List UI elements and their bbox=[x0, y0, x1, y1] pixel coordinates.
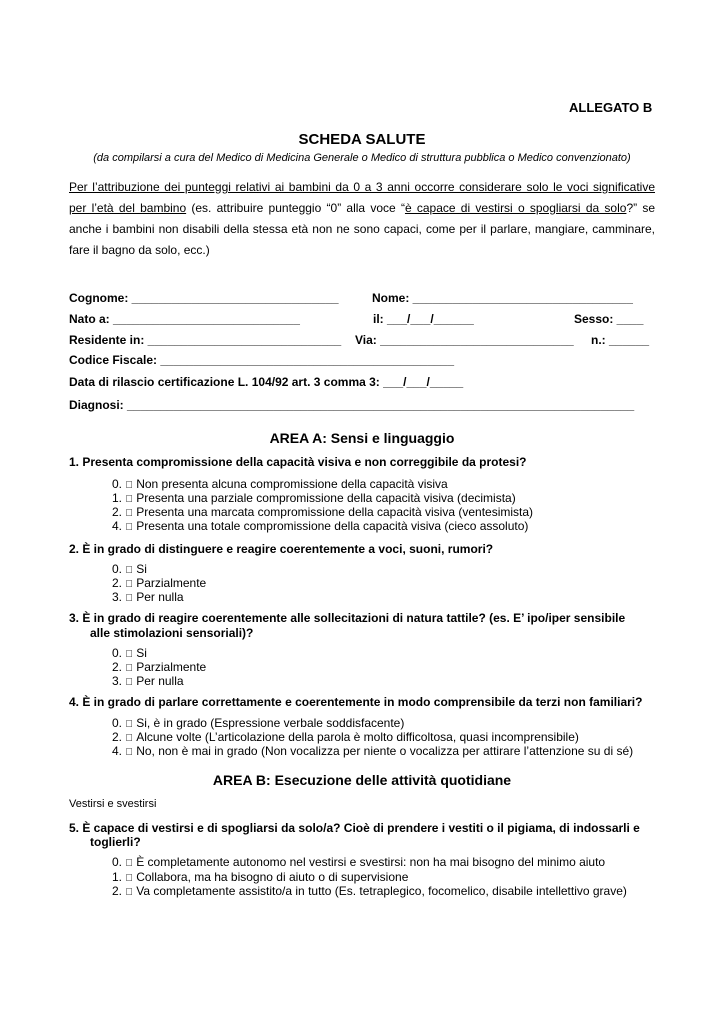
intro-text-2-end: ?” se bbox=[626, 201, 656, 215]
question-1: 1. Presenta compromissione della capacità visiva e non correggibile da protesi? bbox=[69, 455, 527, 469]
option-label: Si, è in grado (Espressione verbale soddisfacente) bbox=[125, 716, 394, 730]
option-label: Si bbox=[125, 646, 137, 660]
option-number: 4. bbox=[112, 519, 123, 533]
q2-option-0[interactable] bbox=[112, 562, 147, 576]
subsection-title: Vestirsi e svestirsi bbox=[69, 798, 157, 810]
question-3: 3. È in grado di reagire coerentemente alle sollecitazioni di natura tattile? (es. E’ ipo/iper sensibile bbox=[69, 611, 626, 625]
question-2: 2. È in grado di distinguere e reagire coerentemente a voci, suoni, rumori? bbox=[69, 542, 494, 556]
option-number: 4. bbox=[112, 744, 123, 758]
field-residente[interactable]: Residente in: _____________________________ bbox=[69, 333, 342, 347]
q2-option-2[interactable] bbox=[112, 590, 184, 604]
checkbox-icon[interactable] bbox=[125, 677, 133, 688]
intro-underlined-1: Per l’attribuzione dei punteggi relativi ai bambini da 0 a 3 anni occorre considerare solo le voci significative bbox=[69, 180, 655, 194]
page-title: SCHEDA SALUTE bbox=[298, 131, 426, 148]
intro-line-4: fare il bagno da solo, ecc.) bbox=[69, 243, 210, 257]
option-number: 3. bbox=[112, 590, 123, 604]
q2-option-1[interactable] bbox=[112, 576, 206, 590]
option-number: 0. bbox=[112, 716, 123, 730]
option-label: Parzialmente bbox=[125, 576, 196, 590]
option-number: 2. bbox=[112, 576, 123, 590]
checkbox-icon[interactable] bbox=[125, 747, 133, 758]
option-number: 0. bbox=[112, 477, 123, 491]
checkbox-icon[interactable] bbox=[125, 649, 133, 660]
option-label: Presenta una totale compromissione della capacità visiva (cieco assoluto) bbox=[125, 519, 518, 533]
checkbox-icon[interactable] bbox=[125, 522, 133, 533]
q5-option-0[interactable] bbox=[112, 855, 605, 869]
option-number: 1. bbox=[112, 491, 123, 505]
option-label: Parzialmente bbox=[125, 660, 196, 674]
option-label: Si bbox=[125, 562, 137, 576]
intro-quote: è capace di vestirsi o spogliarsi da solo bbox=[404, 201, 627, 215]
intro-paragraph bbox=[69, 177, 655, 261]
option-number: 0. bbox=[112, 562, 123, 576]
q1-option-3[interactable] bbox=[112, 519, 528, 533]
area-a-title: AREA A: Sensi e linguaggio bbox=[269, 430, 455, 446]
field-numero[interactable]: n.: ______ bbox=[591, 333, 650, 347]
q4-option-1[interactable] bbox=[112, 730, 579, 744]
intro-line-3: anche i bambini non disabili della stessa età non ne sono capaci, come per il parlare, mangiare, camminare, bbox=[69, 222, 655, 236]
q5-option-1[interactable] bbox=[112, 870, 408, 884]
checkbox-icon[interactable] bbox=[125, 494, 133, 505]
question-5-continued: toglierli? bbox=[90, 835, 141, 849]
field-cognome[interactable]: Cognome: _______________________________ bbox=[69, 291, 339, 305]
option-label: Per nulla bbox=[125, 674, 173, 688]
field-il[interactable]: il: ___/___/______ bbox=[373, 312, 474, 326]
checkbox-icon[interactable] bbox=[125, 719, 133, 730]
option-label: Alcune volte (L’articolazione della parola è molto difficoltosa, quasi incomprensibile) bbox=[124, 730, 568, 744]
option-number: 2. bbox=[112, 730, 123, 744]
option-number: 0. bbox=[112, 855, 123, 869]
option-label: Per nulla bbox=[125, 590, 173, 604]
q4-option-2[interactable] bbox=[112, 744, 633, 758]
checkbox-icon[interactable] bbox=[125, 887, 133, 898]
q4-option-0[interactable] bbox=[112, 716, 404, 730]
question-3-continued: alle stimolazioni sensoriali)? bbox=[90, 626, 254, 640]
option-number: 2. bbox=[112, 505, 123, 519]
field-diagnosi[interactable]: Diagnosi: ____________________________________________________________________________ bbox=[69, 398, 635, 412]
question-5: 5. È capace di vestirsi e di spogliarsi da solo/a? Cioè di prendere i vestiti o il pigiama, di indossarli e bbox=[69, 821, 640, 835]
q1-option-2[interactable] bbox=[112, 505, 533, 519]
checkbox-icon[interactable] bbox=[125, 858, 133, 869]
checkbox-icon[interactable] bbox=[125, 593, 133, 604]
intro-text-2: (es. attribuire punteggio “0” alla voce “ bbox=[186, 201, 405, 215]
field-nato[interactable]: Nato a: ____________________________ bbox=[69, 312, 300, 326]
option-number: 1. bbox=[112, 870, 123, 884]
option-label: Presenta una marcata compromissione della capacità visiva (ventesimista) bbox=[125, 505, 523, 519]
field-sesso[interactable]: Sesso: ____ bbox=[574, 312, 644, 326]
option-label: No, non è mai in grado (Non vocalizza per niente o vocalizza per attirare l’attenzione su di sé) bbox=[125, 744, 623, 758]
q1-option-1[interactable] bbox=[112, 491, 516, 505]
intro-underlined-2: per l’età del bambino bbox=[69, 201, 187, 215]
option-number: 0. bbox=[112, 646, 123, 660]
checkbox-icon[interactable] bbox=[125, 873, 133, 884]
field-data-rilascio[interactable]: Data di rilascio certificazione L. 104/92 art. 3 comma 3: ___/___/_____ bbox=[69, 375, 464, 389]
checkbox-icon[interactable] bbox=[125, 663, 133, 674]
option-number: 2. bbox=[112, 660, 123, 674]
option-label: Presenta una parziale compromissione della capacità visiva (decimista) bbox=[125, 491, 505, 505]
field-via[interactable]: Via: _____________________________ bbox=[355, 333, 574, 347]
field-codice-fiscale[interactable]: Codice Fiscale: ____________________________________________ bbox=[69, 353, 455, 367]
checkbox-icon[interactable] bbox=[125, 565, 133, 576]
page-subtitle: (da compilarsi a cura del Medico di Medicina Generale o Medico di struttura pubblica o Medico convenzionato) bbox=[93, 152, 631, 164]
option-label: È completamente autonomo nel vestirsi e svestirsi: non ha mai bisogno del minimo aiuto bbox=[125, 855, 595, 869]
q3-option-2[interactable] bbox=[112, 674, 184, 688]
option-label: Va completamente assistito/a in tutto (Es. tetraplegico, focomelico, disabile intellettivo grave) bbox=[125, 884, 617, 898]
checkbox-icon[interactable] bbox=[125, 733, 133, 744]
question-4: 4. È in grado di parlare correttamente e coerentemente in modo comprensibile da terzi non familiari? bbox=[69, 695, 643, 709]
field-nome[interactable]: Nome: _________________________________ bbox=[372, 291, 633, 305]
q3-option-0[interactable] bbox=[112, 646, 147, 660]
q1-option-0[interactable] bbox=[112, 477, 448, 491]
checkbox-icon[interactable] bbox=[125, 579, 133, 590]
option-number: 2. bbox=[112, 884, 123, 898]
annex-label: ALLEGATO B bbox=[569, 100, 653, 115]
intro-line-2 bbox=[69, 198, 655, 219]
q5-option-2[interactable] bbox=[112, 884, 627, 898]
checkbox-icon[interactable] bbox=[125, 480, 133, 491]
intro-line-1 bbox=[69, 177, 655, 198]
q3-option-1[interactable] bbox=[112, 660, 206, 674]
checkbox-icon[interactable] bbox=[125, 508, 133, 519]
area-b-title: AREA B: Esecuzione delle attività quotidiane bbox=[212, 772, 512, 788]
option-number: 3. bbox=[112, 674, 123, 688]
option-label: Collabora, ma ha bisogno di aiuto o di supervisione bbox=[125, 870, 398, 884]
option-label: Non presenta alcuna compromissione della capacità visiva bbox=[125, 477, 437, 491]
